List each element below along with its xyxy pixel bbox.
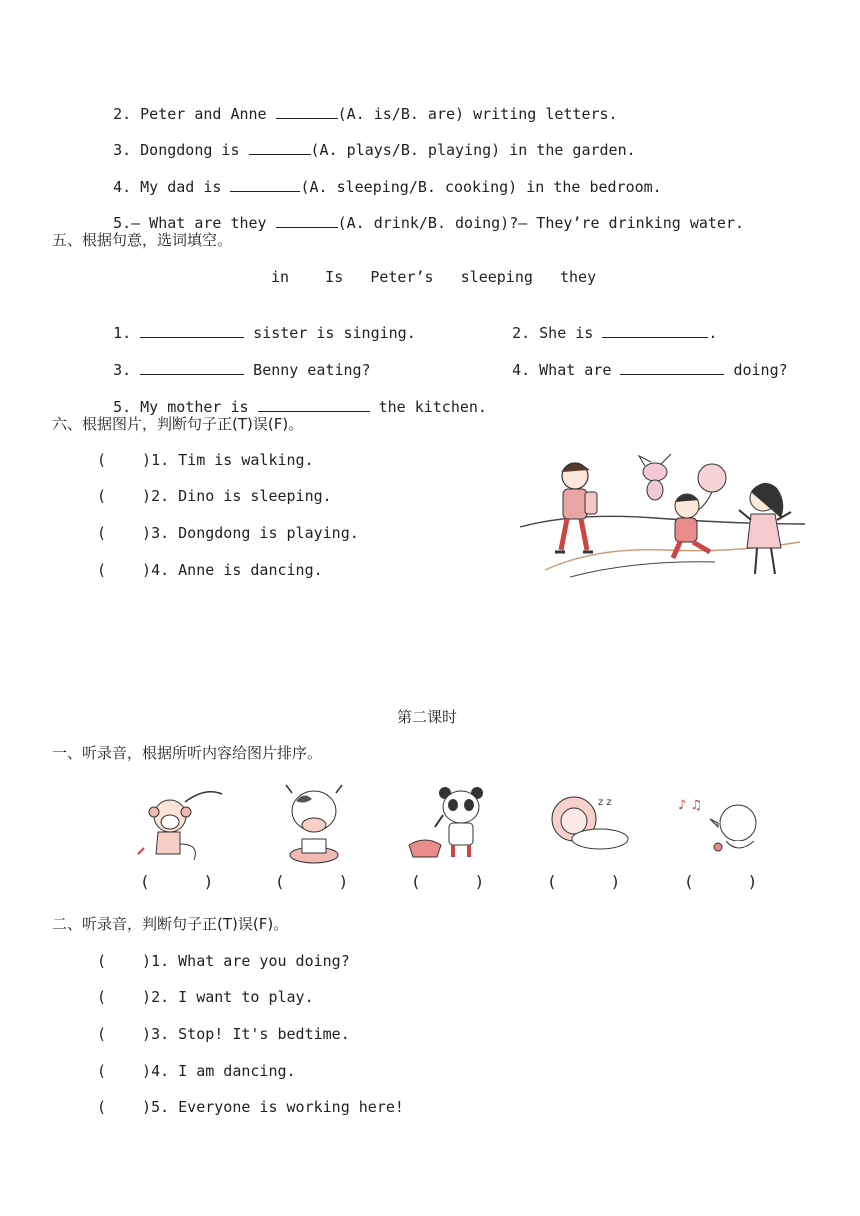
answer-box[interactable] — [106, 523, 142, 543]
word-bank: in Is Peter’s sleeping they — [271, 268, 597, 286]
question-text: 5.— What are they — [113, 214, 276, 232]
paren-close: ) — [142, 952, 152, 970]
tf-item — [97, 951, 350, 971]
paren-close: ) — [142, 1062, 152, 1080]
question-text: the kitchen. — [369, 398, 487, 416]
picture-answer-5[interactable]: ( ) — [684, 872, 758, 891]
tf-text: 4. I am dancing. — [151, 1062, 296, 1080]
question-text: She is — [539, 324, 603, 342]
question-text: doing? — [724, 361, 788, 379]
fill-item — [494, 340, 788, 380]
boy-walking — [555, 463, 597, 552]
fill-item — [95, 377, 487, 417]
item-number: 1. — [113, 324, 132, 342]
question-text: Benny eating? — [244, 361, 371, 379]
question-text: . — [708, 324, 718, 342]
tf-item — [97, 560, 323, 580]
paren-open: ( — [97, 952, 107, 970]
paren-close: ) — [142, 487, 152, 505]
cow-picture — [282, 783, 352, 868]
picture-answer-3[interactable]: ( ) — [411, 872, 485, 891]
tf-text: 4. Anne is dancing. — [151, 561, 323, 579]
item-number: 4. — [512, 361, 531, 379]
answer-blank[interactable] — [276, 213, 338, 228]
paren-open: ( — [97, 524, 107, 542]
tf-text: 5. Everyone is working here! — [151, 1098, 404, 1116]
question-text: What are — [539, 361, 621, 379]
fill-item — [494, 303, 717, 343]
tf-item — [97, 523, 359, 543]
panda-picture — [405, 785, 500, 865]
paren-open: ( — [97, 988, 107, 1006]
tf-text: 2. I want to play. — [151, 988, 314, 1006]
answer-blank[interactable] — [602, 323, 708, 338]
question-item — [95, 84, 618, 124]
bird-picture — [676, 793, 768, 863]
answer-box[interactable] — [106, 987, 142, 1007]
tf-item — [97, 450, 314, 470]
svg-text:♪ ♫: ♪ ♫ — [678, 798, 703, 813]
svg-text:z z: z z — [598, 797, 612, 808]
tf-text: 3. Stop! It's bedtime. — [151, 1025, 350, 1043]
lion-picture — [540, 793, 635, 858]
answer-box[interactable] — [106, 1061, 142, 1081]
tf-item — [97, 987, 314, 1007]
paren-close: ) — [142, 1025, 152, 1043]
question-text: 2. Peter and Anne — [113, 105, 276, 123]
answer-box[interactable] — [106, 1097, 142, 1117]
picture-answer-2[interactable]: ( ) — [275, 872, 349, 891]
item-number: 3. — [113, 361, 132, 379]
item-number: 5. — [113, 398, 132, 416]
paren-open: ( — [97, 561, 107, 579]
tf-text: 1. Tim is walking. — [151, 451, 314, 469]
answer-box[interactable] — [106, 486, 142, 506]
answer-box[interactable] — [106, 560, 142, 580]
answer-blank[interactable] — [258, 397, 370, 412]
answer-blank[interactable] — [276, 104, 338, 119]
question-item — [95, 193, 744, 233]
balloon — [698, 464, 726, 492]
paren-close: ) — [142, 561, 152, 579]
tf-item — [97, 1097, 404, 1117]
paren-open: ( — [97, 451, 107, 469]
tf-item — [97, 1024, 350, 1044]
section-title: 一、听录音，根据所听内容给图片排序。 — [52, 744, 323, 762]
question-item — [95, 120, 636, 160]
answer-blank[interactable] — [249, 140, 311, 155]
picture-answer-4[interactable]: ( ) — [547, 872, 621, 891]
question-text: (A. plays/B. playing) in the garden. — [310, 141, 636, 159]
question-text: (A. is/B. are) writing letters. — [337, 105, 618, 123]
answer-box[interactable] — [106, 1024, 142, 1044]
answer-box[interactable] — [106, 450, 142, 470]
section-title: 六、根据图片，判断句子正(T)误(F)。 — [52, 415, 304, 433]
answer-blank[interactable] — [620, 360, 724, 375]
paren-close: ) — [142, 451, 152, 469]
paren-open: ( — [97, 487, 107, 505]
item-number: 2. — [512, 324, 531, 342]
section-title: 二、听录音，判断句子正(T)误(F)。 — [52, 915, 289, 933]
question-item — [95, 157, 662, 197]
paren-open: ( — [97, 1025, 107, 1043]
answer-blank[interactable] — [140, 360, 244, 375]
question-text: My mother is — [140, 398, 258, 416]
lesson-heading: 第二课时 — [397, 708, 458, 726]
dino-figure — [639, 454, 671, 500]
question-text: sister is singing. — [244, 324, 416, 342]
question-text: 4. My dad is — [113, 178, 231, 196]
answer-blank[interactable] — [230, 177, 300, 192]
section-title: 五、根据句意，选词填空。 — [52, 231, 233, 249]
answer-blank[interactable] — [140, 323, 244, 338]
paren-open: ( — [97, 1062, 107, 1080]
question-text: (A. sleeping/B. cooking) in the bedroom. — [300, 178, 662, 196]
paren-close: ) — [142, 524, 152, 542]
paren-close: ) — [142, 1098, 152, 1116]
tf-text: 2. Dino is sleeping. — [151, 487, 332, 505]
tf-text: 1. What are you doing? — [151, 952, 350, 970]
answer-box[interactable] — [106, 951, 142, 971]
fill-item — [95, 340, 371, 380]
tf-item — [97, 486, 332, 506]
paren-open: ( — [97, 1098, 107, 1116]
tf-item — [97, 1061, 296, 1081]
fill-item — [95, 303, 416, 343]
girl-dancing — [739, 483, 791, 574]
tf-text: 3. Dongdong is playing. — [151, 524, 359, 542]
picture-answer-1[interactable]: ( ) — [140, 872, 214, 891]
monkey-picture — [130, 782, 225, 867]
park-scene-illustration — [515, 452, 810, 582]
question-text: 3. Dongdong is — [113, 141, 249, 159]
question-text: (A. drink/B. doing)?— They’re drinking water. — [337, 214, 745, 232]
paren-close: ) — [142, 988, 152, 1006]
